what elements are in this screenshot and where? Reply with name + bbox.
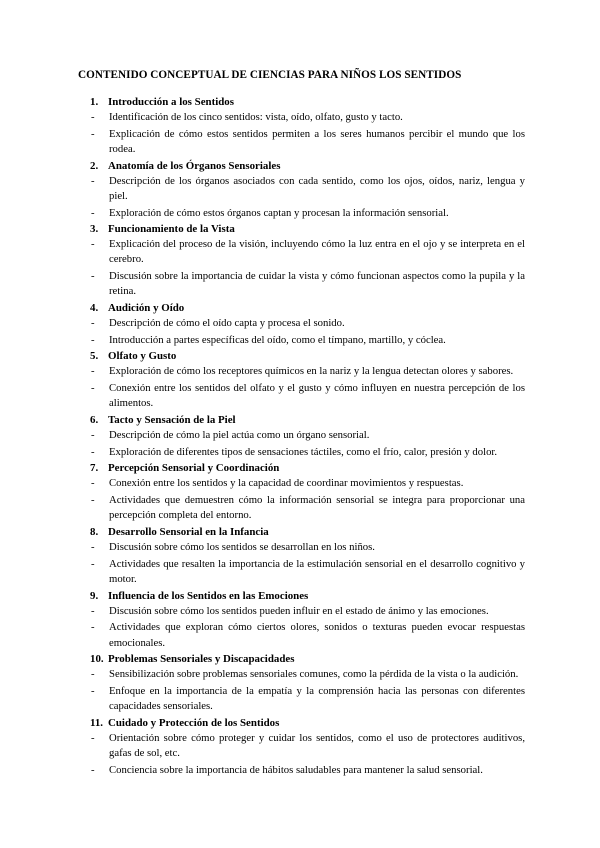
bullet-dash: -	[91, 206, 95, 219]
list-item	[0, 604, 600, 619]
section-number: 10.	[90, 653, 104, 666]
section-heading-text: Audición y Oído	[108, 302, 185, 315]
list-item	[0, 667, 600, 682]
section-number: 4.	[90, 302, 99, 315]
list-item	[0, 269, 600, 299]
bullet-dash: -	[91, 668, 95, 681]
section-heading	[0, 461, 600, 476]
section-heading	[0, 589, 600, 604]
list-item-text: Actividades que resalten la importancia de la estimulación sensorial en el desarrollo cognitivo y motor.	[109, 557, 525, 585]
list-item	[0, 381, 600, 411]
section-heading-text: Problemas Sensoriales y Discapacidades	[108, 653, 295, 666]
bullet-dash: -	[91, 541, 95, 554]
list-item-text: Conciencia sobre la importancia de hábitos saludables para mantener la salud sensorial.	[109, 763, 483, 776]
section	[0, 716, 600, 778]
section-heading	[0, 301, 600, 316]
list-item-text: Descripción de cómo el oído capta y procesa el sonido.	[109, 317, 345, 330]
list-item	[0, 445, 600, 460]
list-item-text: Introducción a partes específicas del oído, como el tímpano, martillo, y cóclea.	[109, 333, 446, 346]
list-item	[0, 127, 600, 157]
section-heading	[0, 95, 600, 110]
list-item-text: Explicación de cómo estos sentidos permiten a los seres humanos percibir el mundo que los rodea.	[109, 127, 525, 155]
list-item-text: Descripción de cómo la piel actúa como un órgano sensorial.	[109, 429, 370, 442]
list-item	[0, 557, 600, 587]
section-number: 1.	[90, 96, 99, 108]
section-heading	[0, 525, 600, 540]
list-item-text: Discusión sobre cómo los sentidos se desarrollan en los niños.	[109, 541, 375, 554]
list-item-text: Enfoque en la importancia de la empatía y la comprensión hacia las personas con diferentes capacidades sensoriales.	[109, 684, 525, 713]
bullet-dash: -	[91, 477, 95, 490]
section-heading	[0, 349, 600, 364]
section	[0, 301, 600, 348]
section	[0, 222, 600, 299]
section-number: 8.	[90, 526, 99, 539]
bullet-dash: -	[91, 731, 95, 744]
bullet-dash: -	[91, 333, 95, 346]
section-heading-text: Introducción a los Sentidos	[108, 96, 234, 108]
section-number: 6.	[90, 414, 99, 427]
list-item-text: Descripción de los órganos asociados con cada sentido, como los ojos, oídos, nariz, lengua y piel.	[109, 174, 525, 202]
section-list	[0, 95, 600, 780]
list-item	[0, 731, 600, 761]
section-heading-text: Anatomía de los Órganos Sensoriales	[108, 159, 281, 172]
bullet-dash: -	[91, 429, 95, 442]
list-item-text: Conexión entre los sentidos del olfato y el gusto y cómo influyen en nuestra percepción de los alimentos.	[109, 382, 525, 410]
bullet-dash: -	[91, 365, 95, 378]
section-heading	[0, 716, 600, 731]
list-item-text: Identificación de los cinco sentidos: vista, oído, olfato, gusto y tacto.	[109, 111, 403, 123]
list-item-text: Orientación sobre cómo proteger y cuidar los sentidos, como el uso de protectores auditivos, gafas de sol, etc.	[109, 731, 525, 760]
section-heading	[0, 652, 600, 667]
list-item-text: Conexión entre los sentidos y la capacidad de coordinar movimientos y respuestas.	[109, 477, 464, 490]
section-heading-text: Tacto y Sensación de la Piel	[108, 414, 236, 427]
section-heading-text: Influencia de los Sentidos en las Emociones	[108, 589, 309, 602]
list-item	[0, 206, 600, 221]
list-item	[0, 476, 600, 491]
bullet-dash: -	[91, 557, 95, 570]
section-heading-text: Percepción Sensorial y Coordinación	[108, 462, 280, 475]
page-title: CONTENIDO CONCEPTUAL DE CIENCIAS PARA NIÑOS LOS SENTIDOS	[78, 69, 462, 81]
section-heading-text: Funcionamiento de la Vista	[108, 223, 235, 236]
section-number: 3.	[90, 223, 99, 236]
section-number: 2.	[90, 159, 99, 172]
bullet-dash: -	[91, 621, 95, 634]
list-item-text: Exploración de cómo los receptores químicos en la nariz y la lengua detectan olores y sabores.	[109, 365, 514, 378]
list-item	[0, 620, 600, 650]
section-number: 11.	[90, 716, 104, 729]
bullet-dash: -	[91, 270, 95, 283]
section-heading-text: Cuidado y Protección de los Sentidos	[108, 716, 280, 729]
section-heading-text: Olfato y Gusto	[108, 350, 177, 363]
list-item-text: Exploración de cómo estos órganos captan y procesan la información sensorial.	[109, 206, 449, 219]
section	[0, 95, 600, 157]
section-heading	[0, 159, 600, 174]
section	[0, 652, 600, 714]
bullet-dash: -	[91, 174, 95, 187]
section-heading	[0, 413, 600, 428]
section-number: 7.	[90, 462, 99, 475]
section	[0, 461, 600, 523]
bullet-dash: -	[91, 127, 95, 140]
bullet-dash: -	[91, 604, 95, 617]
bullet-dash: -	[91, 494, 95, 507]
list-item-text: Exploración de diferentes tipos de sensaciones táctiles, como el frío, calor, presión y dolor.	[109, 445, 498, 458]
list-item-text: Discusión sobre la importancia de cuidar la vista y cómo funcionan aspectos como la pupila y la retina.	[109, 270, 525, 298]
section	[0, 525, 600, 587]
list-item	[0, 763, 600, 778]
list-item	[0, 428, 600, 443]
list-item	[0, 684, 600, 714]
list-item-text: Actividades que demuestren cómo la información sensorial se integra para proporcionar una percepción completa del entorno.	[109, 494, 525, 522]
list-item	[0, 493, 600, 523]
section-heading	[0, 222, 600, 237]
list-item	[0, 364, 600, 379]
section	[0, 413, 600, 460]
bullet-dash: -	[91, 317, 95, 330]
list-item	[0, 540, 600, 555]
bullet-dash: -	[91, 111, 95, 123]
list-item	[0, 316, 600, 331]
list-item	[0, 174, 600, 204]
list-item	[0, 237, 600, 267]
section-heading-text: Desarrollo Sensorial en la Infancia	[108, 526, 269, 539]
bullet-dash: -	[91, 684, 95, 697]
bullet-dash: -	[91, 445, 95, 458]
section-number: 9.	[90, 589, 99, 602]
list-item	[0, 333, 600, 348]
bullet-dash: -	[91, 382, 95, 395]
bullet-dash: -	[91, 763, 95, 776]
list-item-text: Sensibilización sobre problemas sensoriales comunes, como la pérdida de la vista o la audición.	[109, 668, 519, 681]
section-number: 5.	[90, 350, 99, 363]
list-item-text: Discusión sobre cómo los sentidos pueden influir en el estado de ánimo y las emociones.	[109, 604, 489, 617]
section	[0, 159, 600, 221]
section	[0, 349, 600, 411]
list-item-text: Explicación del proceso de la visión, incluyendo cómo la luz entra en el ojo y se interpreta en el cerebro.	[109, 238, 525, 266]
section	[0, 589, 600, 651]
list-item-text: Actividades que exploran cómo ciertos olores, sonidos o texturas pueden evocar respuestas emocionales.	[109, 621, 525, 649]
list-item	[0, 110, 600, 125]
bullet-dash: -	[91, 238, 95, 251]
